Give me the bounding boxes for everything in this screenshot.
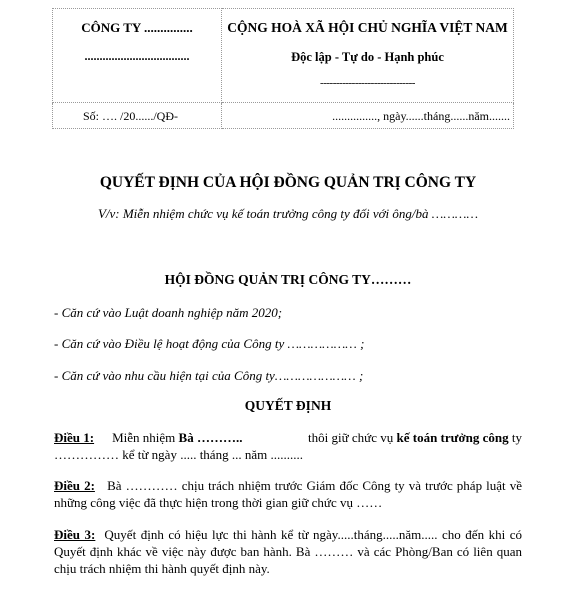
board-heading: HỘI ĐỒNG QUẢN TRỊ CÔNG TY……… — [164, 272, 412, 287]
article-3 — [54, 526, 522, 577]
article-1-text-3: ty — [508, 430, 522, 445]
decision-number: Số: …. /20....../QĐ- — [83, 108, 179, 123]
article-1-label: Điều 1: — [54, 430, 95, 445]
legal-basis-3: - Căn cứ vào nhu cầu hiện tại của Công ty………………… ; — [54, 368, 364, 383]
article-1-text-1: Miễn nhiệm — [112, 430, 179, 445]
article-2 — [54, 477, 522, 511]
article-2-label: Điều 2: — [54, 478, 95, 493]
company-cell — [53, 9, 222, 103]
number-cell — [53, 103, 222, 129]
article-2-text: Bà ………… chịu trách nhiệm trước Giám đốc Công ty và trước pháp luật về những công việc đã thực hiện trong thời gian giữ chức vụ …… — [54, 478, 522, 510]
nation-name: CỘNG HOÀ XÃ HỘI CHỦ NGHĨA VIỆT NAM — [227, 20, 508, 35]
article-1-text-2: thôi giữ chức vụ — [308, 430, 397, 445]
company-name: CÔNG TY ............... — [81, 20, 193, 35]
legal-basis-1: - Căn cứ vào Luật doanh nghiệp năm 2020; — [54, 305, 283, 320]
article-1-line-2: …………… kể từ ngày ..... tháng ... năm .......... — [54, 447, 303, 462]
date-cell — [222, 103, 514, 129]
issue-date: ..............., ngày......tháng......năm....... — [332, 108, 510, 123]
decision-heading: QUYẾT ĐỊNH — [244, 398, 332, 413]
legal-basis-2: - Căn cứ vào Điều lệ hoạt động của Công ty ……………… ; — [54, 336, 365, 351]
article-1-person: Bà ……….. — [178, 430, 243, 445]
article-1 — [54, 429, 522, 463]
nation-cell — [222, 9, 514, 103]
article-1-position: kế toán trưởng công — [396, 430, 509, 445]
header-table — [52, 8, 514, 129]
document-subject: V/v: Miễn nhiệm chức vụ kế toán trưởng công ty đối với ông/bà ………… — [97, 206, 479, 221]
document-title: QUYẾT ĐỊNH CỦA HỘI ĐỒNG QUẢN TRỊ CÔNG TY — [99, 174, 477, 191]
motto-underline: ------------------------------ — [320, 77, 415, 89]
article-3-text: Quyết định có hiệu lực thi hành kể từ ngày.....tháng.....năm..... cho đến khi có Quyết định khác về việc này được ban hành. Bà ……… và các Phòng/Ban có liên quan chịu trách nhiệm thi hành quyết định này. — [54, 527, 522, 576]
national-motto: Độc lập - Tự do - Hạnh phúc — [291, 50, 444, 64]
company-name-blank: ................................... — [84, 49, 190, 63]
article-3-label: Điều 3: — [54, 527, 96, 542]
